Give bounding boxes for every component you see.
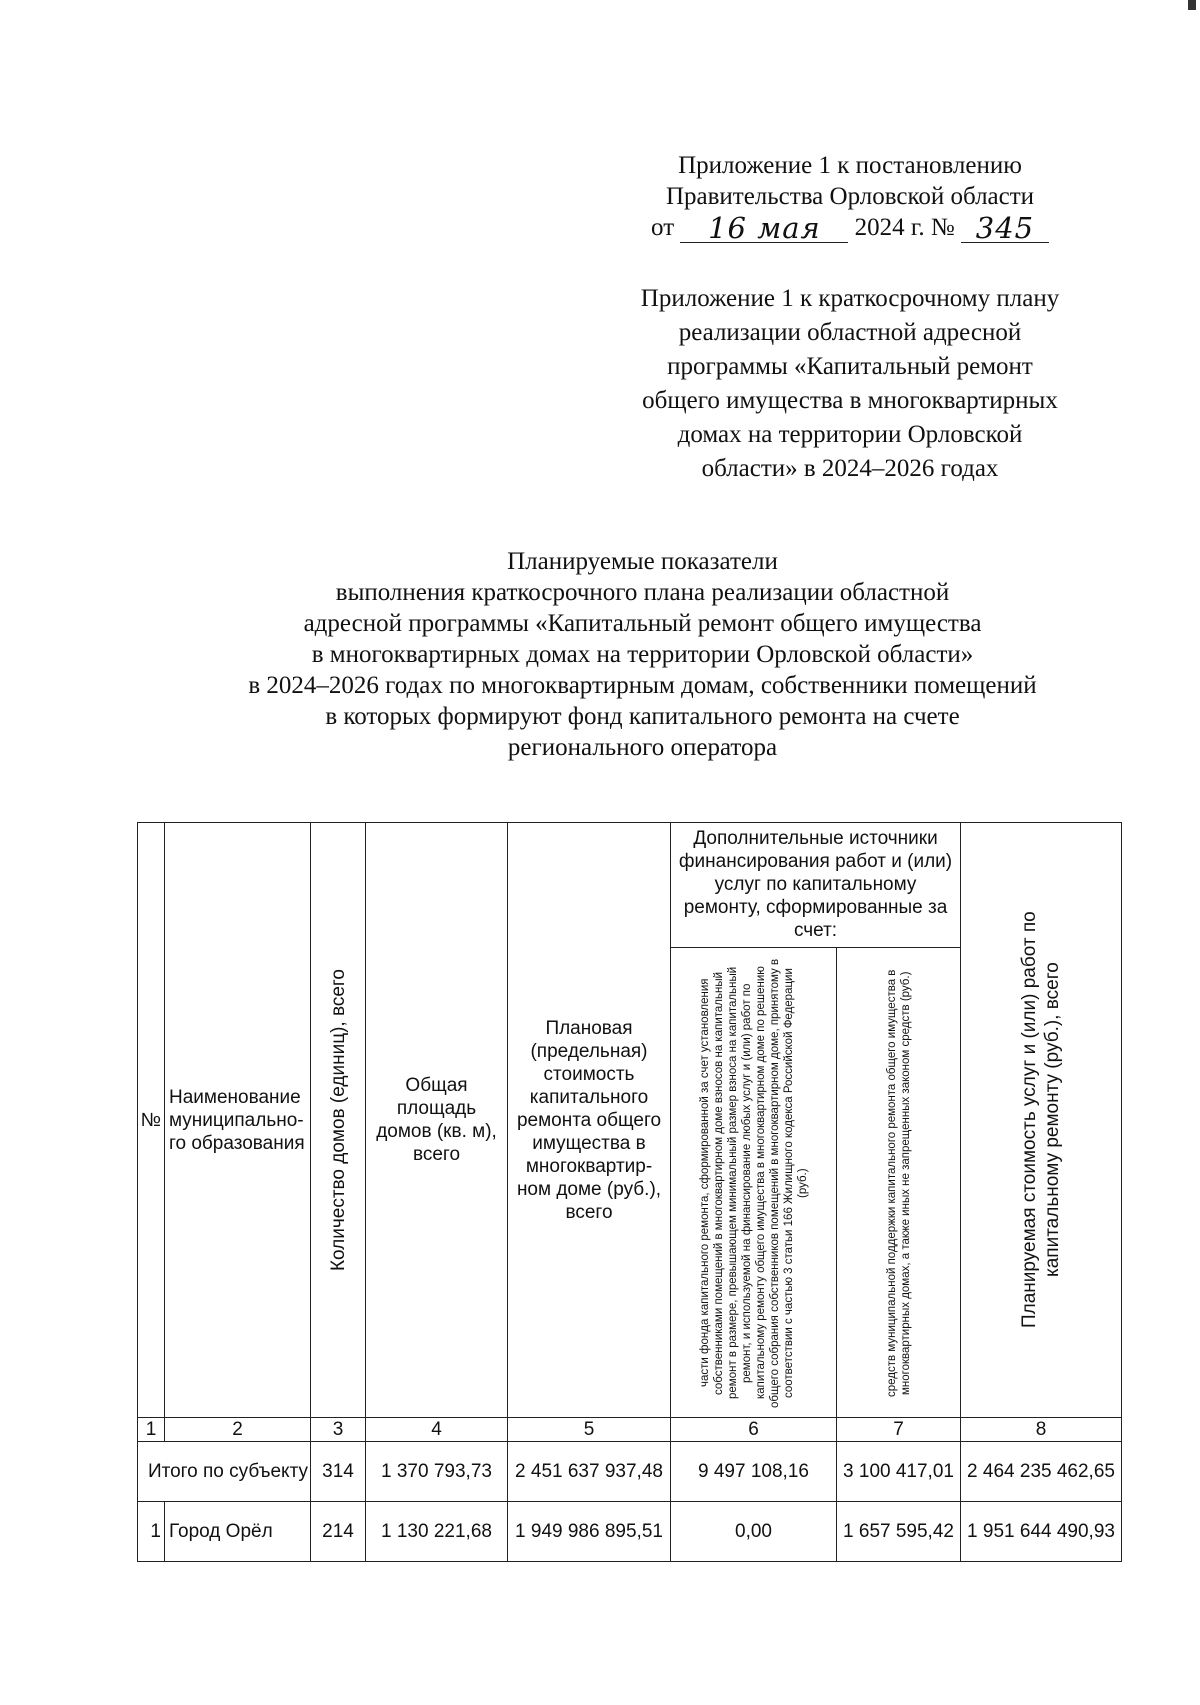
header-municipal-support <box>837 948 961 1418</box>
date-field <box>680 213 848 243</box>
total-row <box>138 1442 1122 1502</box>
appendix-header <box>600 150 1100 243</box>
plan-appendix-line-3: программы «Капитальный ремонт <box>667 353 1033 380</box>
plan-appendix-line-2: реализации областной адресной <box>678 319 1022 346</box>
header-no: № <box>138 823 165 1418</box>
year-text: 2024 г. № <box>854 214 955 241</box>
header-area: Общая площадь домов (кв. м), всего <box>366 823 508 1418</box>
col-number-4: 4 <box>366 1418 508 1442</box>
header-planned-total-text: Планируемая стоимость услуг и (или) работ по капитальному ремонту (руб.), всего <box>1019 911 1064 1329</box>
handwritten-number: 345 <box>975 211 1035 245</box>
header-row-1 <box>138 823 1122 948</box>
plan-appendix-line-4: общего имущества в многоквартирных <box>642 387 1058 414</box>
row-planned-cost: 1 949 986 895,51 <box>508 1502 671 1562</box>
total-houses: 314 <box>311 1442 366 1502</box>
appendix-line-1: Приложение 1 к постановлению <box>678 152 1022 179</box>
header-fund-part-text: части фонда капитального ремонта, сформированной за счет установления собственниками помещений в многоквартирном доме взносов на капитальный ремонт в размере, превышающем минимальный размер взноса на капитальный ремонт, и используемой на финансирование любых услуг и (или) работ по капитальному ремонту общего имущества в многоквартирном доме по решению общего собрания собственников помещений в многоквартирном доме, принятому в соответствии с частью 3 статьи 166 Жилищного кодекса Российской Федерации (руб.) <box>698 957 809 1408</box>
appendix-line-2: Правительства Орловской области <box>665 183 1035 210</box>
header-municipal-support-text: средств муниципальной поддержки капитального ремонта общего имущества в многоквартирных домах, а также иных не запрещенных законом средств (руб.) <box>885 968 912 1397</box>
col-number-3: 3 <box>311 1418 366 1442</box>
title-line-1: Планируемые показатели <box>507 548 778 575</box>
header-houses-count-text: Количество домов (единиц), всего <box>327 968 349 1272</box>
plan-appendix-line-1: Приложение 1 к краткосрочному плану <box>640 285 1060 312</box>
title-line-5: в 2024–2026 годах по многоквартирным домам, собственники помещений <box>248 672 1037 699</box>
date-prefix: от <box>651 214 675 241</box>
document-title <box>150 546 1135 763</box>
row-houses: 214 <box>311 1502 366 1562</box>
header-planned-total <box>961 823 1122 1418</box>
header-houses-count <box>311 823 366 1418</box>
row-municipal-support: 1 657 595,42 <box>837 1502 961 1562</box>
row-planned-total: 1 951 644 490,93 <box>961 1502 1122 1562</box>
decree-date-line <box>600 212 1100 243</box>
title-line-4: в многоквартирных домах на территории Орловской области» <box>311 641 974 668</box>
header-municipality: Наименование муниципально-го образования <box>165 823 311 1418</box>
title-line-2: выполнения краткосрочного плана реализации областной <box>335 579 950 606</box>
plan-appendix-line-6: области» в 2024–2026 годах <box>701 455 999 482</box>
plan-appendix-line-5: домах на территории Орловской <box>677 421 1023 448</box>
total-planned-total: 2 464 235 462,65 <box>961 1442 1122 1502</box>
row-fund-part: 0,00 <box>671 1502 837 1562</box>
column-numbers-row <box>138 1418 1122 1442</box>
total-area: 1 370 793,73 <box>366 1442 508 1502</box>
total-municipal-support: 3 100 417,01 <box>837 1442 961 1502</box>
handwritten-date: 16 мая <box>708 211 821 245</box>
title-line-3: адресной программы «Капитальный ремонт общего имущества <box>303 610 982 637</box>
total-label: Итого по субъекту <box>138 1442 311 1502</box>
col-number-5: 5 <box>508 1418 671 1442</box>
header-additional-sources: Дополнительные источники финансирования работ и (или) услуг по капитальному ремонту, сформированные за счет: <box>671 823 961 948</box>
title-line-6: в которых формируют фонд капитального ремонта на счете <box>325 703 960 730</box>
row-number: 1 <box>138 1502 165 1562</box>
scan-mark <box>1188 0 1196 10</box>
col-number-2: 2 <box>165 1418 311 1442</box>
total-planned-cost: 2 451 637 937,48 <box>508 1442 671 1502</box>
indicators-table <box>137 822 1122 1562</box>
row-area: 1 130 221,68 <box>366 1502 508 1562</box>
plan-appendix-header <box>615 282 1085 486</box>
number-field <box>961 213 1049 243</box>
total-fund-part: 9 497 108,16 <box>671 1442 837 1502</box>
header-planned-cost: Плановая (предельная) стоимость капитального ремонта общего имущества в многоквартир-ном доме (руб.), всего <box>508 823 671 1418</box>
header-fund-part <box>671 948 837 1418</box>
title-line-7: регионального оператора <box>507 734 778 761</box>
table-row <box>138 1502 1122 1562</box>
col-number-6: 6 <box>671 1418 837 1442</box>
col-number-8: 8 <box>961 1418 1122 1442</box>
col-number-7: 7 <box>837 1418 961 1442</box>
col-number-1: 1 <box>138 1418 165 1442</box>
row-municipality: Город Орёл <box>165 1502 311 1562</box>
